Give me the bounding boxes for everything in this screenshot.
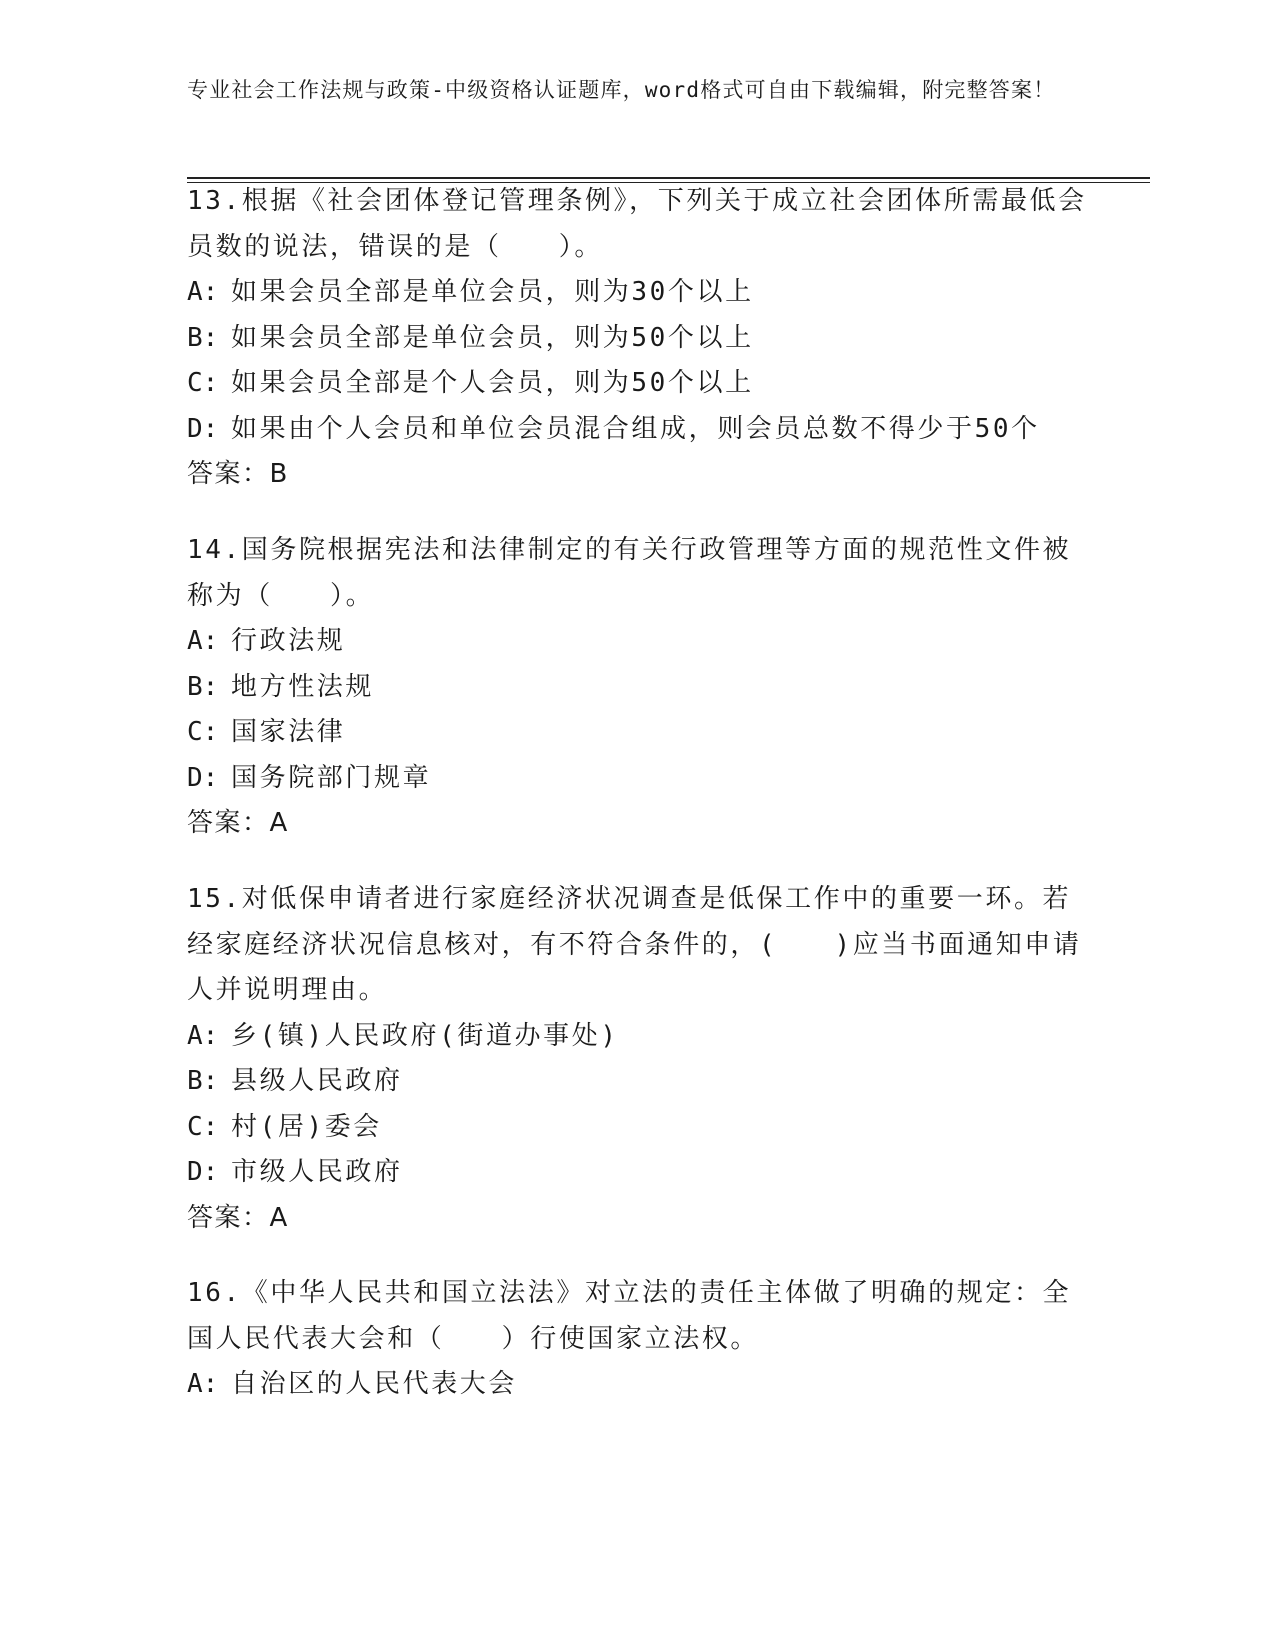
option-label: A:	[187, 626, 219, 656]
option-a[interactable]	[187, 270, 1087, 316]
option-text: 乡(镇)人民政府(街道办事处)	[231, 1020, 619, 1051]
answer-line: 答案：A	[187, 808, 289, 838]
option-d[interactable]	[187, 756, 1087, 802]
question-stem: 14.国务院根据宪法和法律制定的有关行政管理等方面的规范性文件被称为（ ）。	[187, 535, 1072, 611]
answer-line: 答案：A	[187, 1202, 289, 1233]
option-text: 市级人民政府	[231, 1157, 403, 1187]
option-b[interactable]	[187, 1059, 1087, 1105]
option-label: C:	[187, 1111, 219, 1142]
option-label: D:	[187, 1157, 219, 1187]
option-text: 地方性法规	[231, 671, 375, 702]
option-a[interactable]	[187, 1362, 1087, 1408]
option-b[interactable]	[187, 316, 1087, 362]
option-label: D:	[187, 413, 219, 444]
option-d[interactable]	[187, 407, 1087, 453]
option-c[interactable]	[187, 361, 1087, 407]
option-text: 如果会员全部是单位会员，则为30个以上	[231, 277, 754, 307]
option-label: C:	[187, 717, 219, 747]
option-label: A:	[187, 1020, 219, 1051]
question-14	[187, 528, 1087, 847]
option-a[interactable]	[187, 619, 1087, 665]
option-label: B:	[187, 1066, 219, 1096]
option-label: C:	[187, 368, 219, 398]
option-text: 村(居)委会	[231, 1111, 382, 1142]
option-text: 行政法规	[231, 626, 346, 656]
option-b[interactable]	[187, 665, 1087, 711]
option-text: 如果会员全部是单位会员，则为50个以上	[231, 322, 754, 353]
question-stem: 15.对低保申请者进行家庭经济状况调查是低保工作中的重要一环。若经家庭经济状况信息核对，有不符合条件的，( )应当书面通知申请人并说明理由。	[187, 884, 1082, 1005]
question-stem: 16.《中华人民共和国立法法》对立法的责任主体做了明确的规定：全国人民代表大会和（ ）行使国家立法权。	[187, 1278, 1072, 1354]
question-15	[187, 877, 1087, 1241]
option-text: 县级人民政府	[231, 1066, 403, 1096]
option-c[interactable]	[187, 1105, 1087, 1151]
option-d[interactable]	[187, 1150, 1087, 1196]
option-label: A:	[187, 277, 219, 307]
option-c[interactable]	[187, 710, 1087, 756]
question-16	[187, 1271, 1087, 1408]
option-a[interactable]	[187, 1014, 1087, 1060]
option-label: D:	[187, 762, 219, 793]
option-label: B:	[187, 671, 219, 702]
answer-line: 答案：B	[187, 459, 289, 489]
option-text: 如果由个人会员和单位会员混合组成，则会员总数不得少于50个	[231, 413, 1040, 444]
question-13	[187, 179, 1087, 498]
option-text: 国务院部门规章	[231, 762, 432, 793]
option-text: 自治区的人民代表大会	[231, 1369, 518, 1399]
document-header: 专业社会工作法规与政策-中级资格认证题库，word格式可自由下载编辑，附完整答案！	[187, 78, 1056, 102]
question-stem: 13.根据《社会团体登记管理条例》，下列关于成立社会团体所需最低会员数的说法，错误的是（ ）。	[187, 186, 1087, 262]
option-label: B:	[187, 322, 219, 353]
option-label: A:	[187, 1369, 219, 1399]
option-text: 国家法律	[231, 717, 346, 747]
option-text: 如果会员全部是个人会员，则为50个以上	[231, 368, 754, 398]
